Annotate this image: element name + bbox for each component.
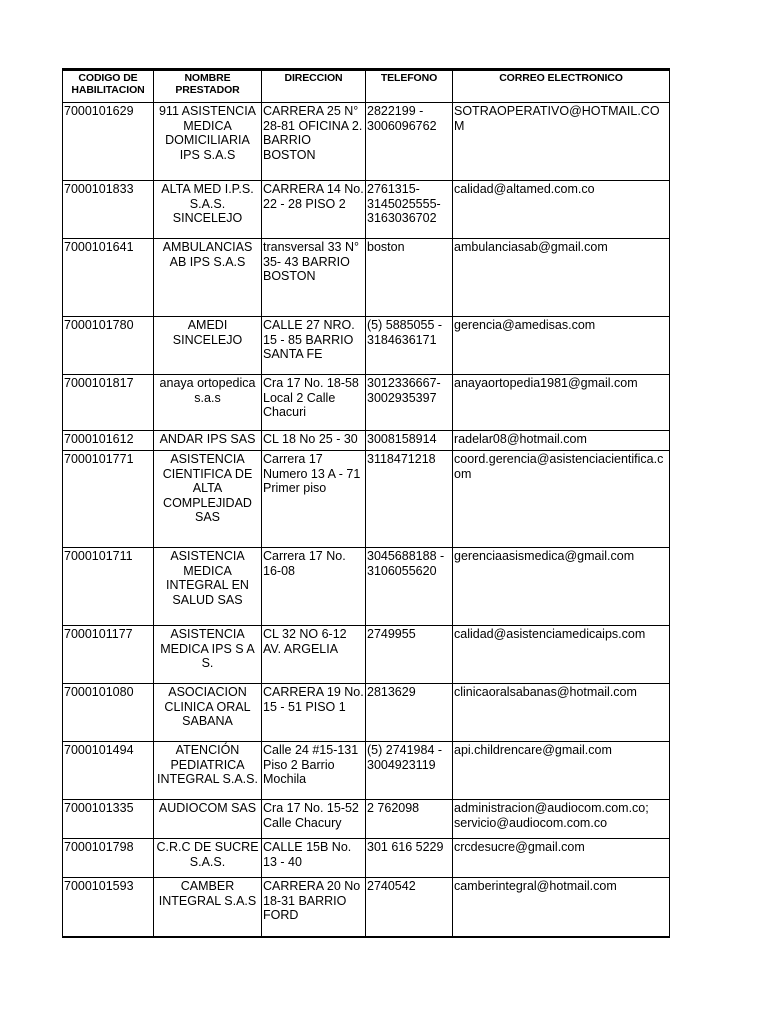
cell-phone: 3012336667-3002935397 [366,375,453,431]
cell-address: CALLE 15B No. 13 - 40 [262,839,366,878]
cell-code: 7000101177 [63,626,154,684]
cell-email: calidad@asistenciamedicaips.com [453,626,670,684]
cell-code: 7000101817 [63,375,154,431]
cell-address: Cra 17 No. 15-52 Calle Chacury [262,800,366,839]
table-row [63,684,670,742]
cell-name: ASISTENCIA MEDICA IPS S A S. [154,626,262,684]
cell-code: 7000101771 [63,451,154,548]
cell-address: Carrera 17 No. 16-08 [262,548,366,626]
cell-address: Cra 17 No. 18-58 Local 2 Calle Chacuri [262,375,366,431]
cell-phone: boston [366,239,453,317]
cell-name: ASISTENCIA MEDICA INTEGRAL EN SALUD SAS [154,548,262,626]
cell-name: AUDIOCOM SAS [154,800,262,839]
cell-email: camberintegral@hotmail.com [453,878,670,937]
header-code: CODIGO DE HABILITACION [63,70,154,103]
cell-name: ALTA MED I.P.S. S.A.S. SINCELEJO [154,181,262,239]
cell-name: anaya ortopedica s.a.s [154,375,262,431]
cell-phone: 2761315-3145025555-3163036702 [366,181,453,239]
table-row [63,800,670,839]
provider-table [62,68,670,938]
cell-name: CAMBER INTEGRAL S.A.S [154,878,262,937]
cell-phone: 2813629 [366,684,453,742]
cell-phone: (5) 5885055 - 3184636171 [366,317,453,375]
cell-email: ambulanciasab@gmail.com [453,239,670,317]
table-row [63,742,670,800]
cell-email: calidad@altamed.com.co [453,181,670,239]
table-row [63,375,670,431]
cell-name: ASISTENCIA CIENTIFICA DE ALTA COMPLEJIDAD SAS [154,451,262,548]
cell-address: CALLE 27 NRO. 15 - 85 BARRIO SANTA FE [262,317,366,375]
header-name: NOMBRE PRESTADOR [154,70,262,103]
table-row [63,626,670,684]
header-address: DIRECCION [262,70,366,103]
cell-code: 7000101629 [63,103,154,181]
cell-code: 7000101335 [63,800,154,839]
cell-address: CARRERA 20 No 18-31 BARRIO FORD [262,878,366,937]
cell-address: Calle 24 #15-131 Piso 2 Barrio Mochila [262,742,366,800]
cell-name: ANDAR IPS SAS [154,431,262,451]
cell-email: SOTRAOPERATIVO@HOTMAIL.COM [453,103,670,181]
cell-name: C.R.C DE SUCRE S.A.S. [154,839,262,878]
cell-name: 911 ASISTENCIA MEDICA DOMICILIARIA IPS S.A.S [154,103,262,181]
cell-email: gerencia@amedisas.com [453,317,670,375]
table-row [63,878,670,937]
cell-code: 7000101612 [63,431,154,451]
cell-code: 7000101711 [63,548,154,626]
cell-code: 7000101833 [63,181,154,239]
cell-address: CL 18 No 25 - 30 [262,431,366,451]
cell-email: coord.gerencia@asistenciacientifica.com [453,451,670,548]
cell-email: crcdesucre@gmail.com [453,839,670,878]
table-row [63,431,670,451]
header-row [63,70,670,103]
table-row [63,548,670,626]
cell-email: administracion@audiocom.com.co; servicio@audiocom.com.co [453,800,670,839]
cell-phone: 2 762098 [366,800,453,839]
table-row [63,239,670,317]
cell-phone: (5) 2741984 - 3004923119 [366,742,453,800]
cell-phone: 2749955 [366,626,453,684]
header-phone: TELEFONO [366,70,453,103]
cell-name: ASOCIACION CLINICA ORAL SABANA [154,684,262,742]
cell-address: CARRERA 14 No. 22 - 28 PISO 2 [262,181,366,239]
table-row [63,451,670,548]
cell-address: CARRERA 19 No. 15 - 51 PISO 1 [262,684,366,742]
cell-email: gerenciaasismedica@gmail.com [453,548,670,626]
cell-address: transversal 33 N° 35- 43 BARRIO BOSTON [262,239,366,317]
header-email: CORREO ELECTRONICO [453,70,670,103]
cell-code: 7000101780 [63,317,154,375]
cell-name: AMBULANCIAS AB IPS S.A.S [154,239,262,317]
cell-address: CARRERA 25 N° 28-81 OFICINA 2. BARRIO BOSTON [262,103,366,181]
table-row [63,317,670,375]
cell-phone: 301 616 5229 [366,839,453,878]
cell-phone: 3008158914 [366,431,453,451]
cell-name: ATENCIÓN PEDIATRICA INTEGRAL S.A.S. [154,742,262,800]
table-row [63,181,670,239]
cell-name: AMEDI SINCELEJO [154,317,262,375]
cell-phone: 3045688188 - 3106055620 [366,548,453,626]
cell-code: 7000101080 [63,684,154,742]
cell-email: api.childrencare@gmail.com [453,742,670,800]
cell-phone: 2740542 [366,878,453,937]
cell-email: anayaortopedia1981@gmail.com [453,375,670,431]
cell-phone: 3118471218 [366,451,453,548]
table-row [63,839,670,878]
table-row [63,103,670,181]
cell-code: 7000101593 [63,878,154,937]
cell-code: 7000101798 [63,839,154,878]
cell-address: CL 32 NO 6-12 AV. ARGELIA [262,626,366,684]
cell-email: radelar08@hotmail.com [453,431,670,451]
cell-code: 7000101641 [63,239,154,317]
cell-address: Carrera 17 Numero 13 A - 71 Primer piso [262,451,366,548]
cell-phone: 2822199 - 3006096762 [366,103,453,181]
cell-code: 7000101494 [63,742,154,800]
provider-registry-sheet [62,68,669,938]
cell-email: clinicaoralsabanas@hotmail.com [453,684,670,742]
